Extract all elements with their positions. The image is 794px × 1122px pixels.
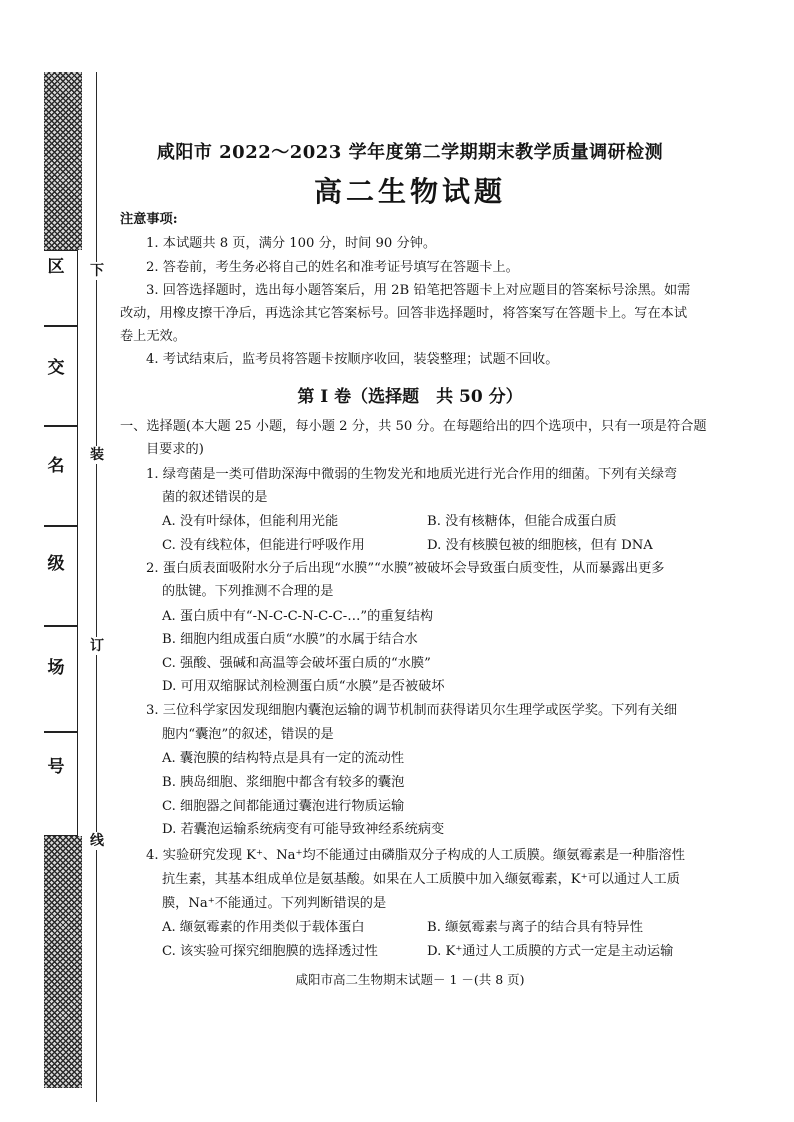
margin-pattern-top	[44, 72, 82, 250]
field-label-number: 号	[47, 757, 65, 777]
notice-heading: 注意事项:	[120, 212, 178, 227]
q1-option-d: D. 没有核膜包被的细胞核，但有 DNA	[427, 538, 653, 553]
field-box-class	[44, 526, 78, 626]
q4-option-d: D. K⁺通过人工质膜的方式一定是主动运输	[427, 944, 674, 959]
notice-item-3-end: 卷上无效。	[120, 329, 186, 344]
q4-stem: 4. 实验研究发现 K⁺、Na⁺均不能通过由磷脂双分子构成的人工质膜。缬氨霉素是一种脂溶性	[146, 848, 685, 863]
q2-option-b: B. 细胞内组成蛋白质“水膜”的水属于结合水	[162, 632, 418, 647]
q1-stem: 1. 绿弯菌是一类可借助深海中微弱的生物发光和地质光进行光合作用的细菌。下列有关绿弯	[146, 467, 678, 482]
q2-option-a: A. 蛋白质中有“-N-C-C-N-C-C-…”的重复结构	[162, 609, 434, 624]
notice-item-3: 3. 回答选择题时，选出每小题答案后，用 2B 铅笔把答题卡上对应题目的答案标号涂黑。如需	[146, 283, 691, 298]
page-footer: 咸阳市高二生物期末试题－ 1 －(共 8 页)	[295, 972, 525, 987]
field-box-room	[44, 626, 78, 732]
q2-option-d: D. 可用双缩脲试剂检测蛋白质“水膜”是否被破坏	[162, 679, 445, 694]
q1-option-b: B. 没有核糖体，但能合成蛋白质	[427, 514, 617, 529]
q3-stem: 3. 三位科学家因发现细胞内囊泡运输的调节机制而获得诺贝尔生理学或医学奖。下列有关细	[146, 703, 678, 718]
margin-pattern-bottom	[44, 836, 82, 1088]
exam-subtitle: 咸阳市 2022～2023 学年度第二学期期末教学质量调研检测	[156, 142, 664, 163]
field-label-district: 区	[47, 257, 65, 277]
q2-option-c: C. 强酸、强碱和高温等会破坏蛋白质的“水膜”	[162, 656, 431, 671]
q4-option-c: C. 该实验可探究细胞膜的选择透过性	[162, 944, 378, 959]
q2-stem-cont: 的肽键。下列推测不合理的是	[162, 584, 334, 599]
q1-option-c: C. 没有线粒体，但能进行呼吸作用	[162, 538, 365, 553]
section-title: 第 Ⅰ 卷（选择题 共 50 分）	[297, 387, 523, 407]
q4-stem-cont: 抗生素，其基本组成单位是氨基酸。如果在人工质膜中加入缬氨霉素，K⁺可以通过人工质	[162, 872, 680, 887]
part-one-instruction: 一、选择题(本大题 25 小题，每小题 2 分，共 50 分。在每题给出的四个选项中，只有一项是符合题	[120, 419, 707, 434]
seal-char-4: 线	[90, 833, 104, 849]
q3-option-c: C. 细胞器之间都能通过囊泡进行物质运输	[162, 799, 405, 814]
notice-item-3-cont: 改动，用橡皮擦干净后，再选涂其它答案标号。回答非选择题时，将答案写在答题卡上。写在本试	[120, 306, 688, 321]
field-label-class: 级	[47, 554, 65, 574]
seal-char-3: 订	[90, 638, 104, 654]
q1-option-a: A. 没有叶绿体，但能利用光能	[162, 514, 339, 529]
q4-option-b: B. 缬氨霉素与离子的结合具有特异性	[427, 920, 643, 935]
q3-option-d: D. 若囊泡运输系统病变有可能导致神经系统病变	[162, 822, 445, 837]
seal-char-1: 下	[90, 263, 104, 279]
field-label-school: 交	[47, 358, 65, 378]
part-one-instruction-cont: 目要求的)	[146, 442, 204, 457]
q1-stem-cont: 菌的叙述错误的是	[162, 490, 268, 505]
notice-item-1: 1. 本试题共 8 页，满分 100 分，时间 90 分钟。	[146, 236, 437, 251]
notice-item-2: 2. 答卷前，考生务必将自己的姓名和准考证号填写在答题卡上。	[146, 260, 519, 275]
field-box-number	[44, 732, 78, 836]
exam-title: 高二生物试题	[313, 175, 506, 208]
field-label-room: 场	[47, 658, 65, 678]
seal-line	[96, 72, 97, 1102]
notice-item-4: 4. 考试结束后，监考员将答题卡按顺序收回，装袋整理；试题不回收。	[146, 352, 559, 367]
q4-option-a: A. 缬氨霉素的作用类似于载体蛋白	[162, 920, 365, 935]
seal-char-2: 装	[90, 447, 104, 463]
q3-stem-cont: 胞内“囊泡”的叙述，错误的是	[162, 727, 334, 742]
q2-stem: 2. 蛋白质表面吸附水分子后出现“水膜”“水膜”被破坏会导致蛋白质变性，从而暴露出更多	[146, 561, 665, 576]
field-label-name: 名	[47, 456, 65, 476]
q3-option-b: B. 胰岛细胞、浆细胞中都含有较多的囊泡	[162, 775, 405, 790]
q4-stem-end: 膜，Na⁺不能通过。下列判断错误的是	[162, 896, 387, 911]
q3-option-a: A. 囊泡膜的结构特点是具有一定的流动性	[162, 751, 405, 766]
